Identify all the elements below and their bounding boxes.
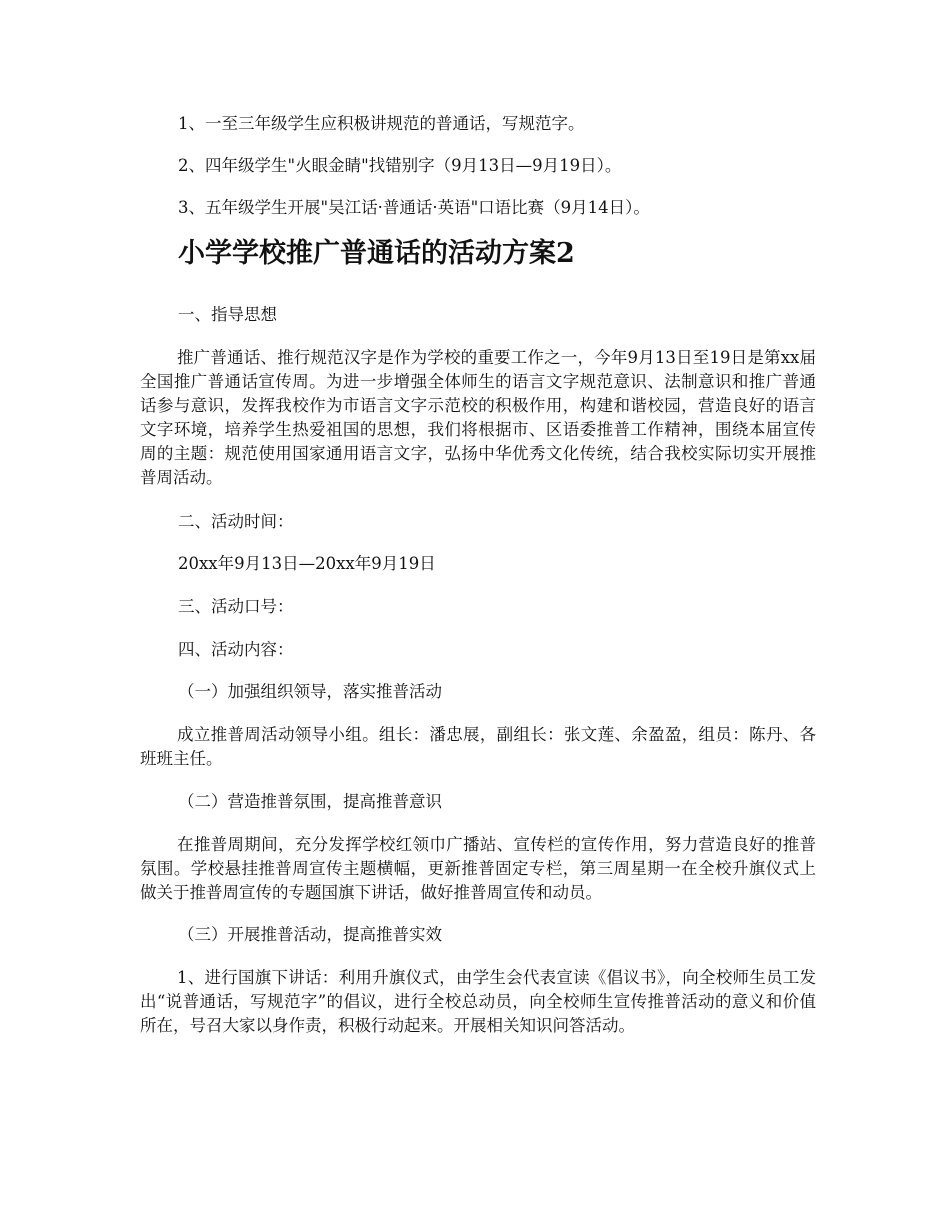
subheading-organization: （一）加强组织领导，落实推普活动 [178, 682, 442, 701]
section-title: 小学学校推广普通话的活动方案2 [178, 238, 575, 269]
list-item-2: 2、四年级学生"火眼金睛"找错别字（9月13日—9月19日）。 [178, 156, 622, 175]
activity-date-range: 20xx年9月13日—20xx年9月19日 [178, 554, 436, 573]
subheading-activities: （三）开展推普活动，提高推普实效 [178, 925, 442, 944]
list-item-1: 1、一至三年级学生应积极讲规范的普通话，写规范字。 [178, 114, 585, 133]
paragraph-atmosphere: 在推普周期间，充分发挥学校红领巾广播站、宣传栏的宣传作用，努力营造良好的推普氛围。学校悬挂推普周宣传主题横幅，更新推普固定专栏，第三周星期一在全校升旗仪式上做关于推普周宣传的专题国旗下讲话，做好推普周宣传和动员。 [140, 835, 816, 902]
list-item-3: 3、五年级学生开展"吴江话·普通话·英语"口语比赛（9月14日）。 [178, 198, 650, 217]
heading-activity-time: 二、活动时间： [178, 512, 294, 531]
paragraph-guiding-idea: 推广普通话、推行规范汉字是作为学校的重要工作之一，今年9月13日至19日是第xx届全国推广普通话宣传周。为进一步增强全体师生的语言文字规范意识、法制意识和推广普通话参与意识，发挥我校作为市语言文字示范校的积极作用，构建和谐校园，营造良好的语言文字环境，培养学生热爱祖国的思想，我们将根据市、区语委推普工作精神，围绕本届宣传周的主题：规范使用国家通用语言文字，弘扬中华优秀文化传统，结合我校实际切实开展推普周活动。 [140, 348, 816, 487]
heading-activity-content: 四、活动内容： [178, 640, 294, 659]
heading-guiding-idea: 一、指导思想 [178, 305, 277, 324]
paragraph-organization: 成立推普周活动领导小组。组长：潘忠展，副组长：张文莲、余盈盈，组员：陈丹、各班班主任。 [140, 725, 816, 768]
subheading-atmosphere: （二）营造推普氛围，提高推普意识 [178, 792, 442, 811]
heading-activity-slogan: 三、活动口号： [178, 597, 294, 616]
paragraph-flag-speech: 1、进行国旗下讲话：利用升旗仪式，由学生会代表宣读《倡议书》，向全校师生员工发出“说普通话，写规范字”的倡议，进行全校总动员，向全校师生宣传推普活动的意义和价值所在，号召大家以身作责，积极行动起来。开展相关知识问答活动。 [140, 968, 816, 1035]
